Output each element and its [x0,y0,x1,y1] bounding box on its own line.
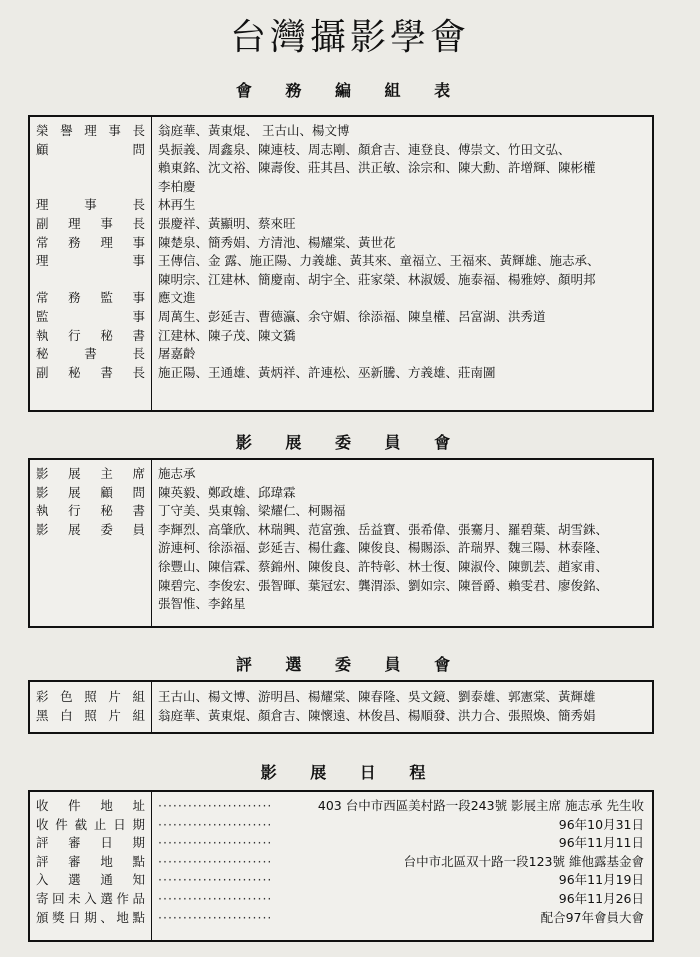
org-row-label: 顧 問 [36,141,145,157]
schedule-value-text: 96年11月19日 [558,872,644,888]
leader-dots: ······················· [158,909,273,925]
judge-row-value: 翁庭華、黃東焜、顏倉吉、陳懷遠、林俊昌、楊順發、洪力合、張照煥、簡秀娟 [158,707,596,723]
org-row-value: 陳明宗、江建林、簡慶南、胡宇全、莊家榮、林淑媛、施泰福、楊雅婷、顏明邦 [158,271,596,287]
exhibit-row-label: 執行秘書 [36,503,145,519]
leader-dots: ······················· [158,835,273,851]
exhibit-row-value: 陳英毅、鄭政雄、邱瑋霖 [158,484,296,500]
schedule-values [152,792,652,940]
exhibit-values [152,460,652,626]
org-row-label: 理 事 [36,253,145,269]
org-row-value: 賴東銘、沈文裕、陳壽俊、莊其昌、洪正敏、涂宗和、陳大勳、許增輝、陳彬權 [158,160,596,176]
judge-table [28,680,654,734]
org-row-label: 常務監事 [36,290,145,306]
schedule-row-label: 評審日期 [36,835,145,851]
schedule-value-text: 96年11月26日 [558,890,644,906]
exhibit-row-value: 施志承 [158,466,196,481]
org-table [28,115,654,412]
judge-labels [30,682,152,732]
schedule-row-label: 收件地址 [36,798,145,813]
page-title: 台灣攝影學會 [229,17,470,58]
org-row-label: 副理事長 [36,215,145,231]
section-heading-exhibit: 影 展 委 員 會 [235,433,465,452]
org-row-label: 副秘書長 [36,364,145,380]
org-row-value: 江建林、陳子茂、陳文獢 [158,327,296,343]
judge-row-value: 王古山、楊文博、游明昌、楊耀棠、陳春隆、吳文鏡、劉泰雄、郭憲棠、黃輝雄 [158,689,596,704]
section-heading-org: 會 務 編 組 表 [235,81,465,100]
schedule-labels [30,792,152,940]
org-row-value: 林再生 [158,197,196,213]
org-row-label: 監 事 [36,308,145,324]
org-row-value: 張慶祥、黃顯明、蔡來旺 [158,215,296,231]
org-row-label: 榮譽理事長 [36,123,145,138]
exhibit-row-value: 游連柯、徐添福、彭延吉、楊仕鑫、陳俊良、楊賜添、許瑞界、魏三陽、林泰隆、 [158,540,609,556]
schedule-row-label: 寄回未入選作品 [36,890,145,906]
exhibit-labels [30,460,152,626]
judge-row-label: 黑白照片組 [36,707,145,723]
exhibit-row-value: 丁守美、吳東翰、梁耀仁、柯賜福 [158,503,346,519]
schedule-row-label: 評審地點 [36,853,145,869]
schedule-value-text: 403 台中市西區美村路一段243號 影展主席 施志承 先生收 [317,798,644,813]
schedule-row-value [158,853,648,872]
schedule-value-text: 台中市北區双十路一段123號 維他露基金會 [403,853,644,869]
exhibit-row-label [36,595,151,614]
exhibit-row-label: 影展主席 [36,466,145,481]
org-row-value: 李柏慶 [158,178,196,194]
exhibit-table [28,458,654,628]
org-row-value: 王傳信、金 露、施正陽、力義雄、黃其來、童福立、王福來、黃輝雄、施志承、 [158,253,600,269]
schedule-row-value [158,816,648,835]
exhibit-row-label: 影展顧問 [36,484,145,500]
leader-dots: ······················· [158,890,273,906]
org-row-label: 常務理事 [36,234,145,250]
org-row-label: 秘 書 長 [36,346,145,362]
org-row-value: 周萬生、彭延吉、曹德瀛、余守媚、徐添福、陳皇權、呂富湖、洪秀道 [158,308,546,324]
schedule-row-label: 頒獎日期、地點 [36,909,145,925]
leader-dots: ······················· [158,853,273,869]
exhibit-row-label [36,539,151,558]
leader-dots: ······················· [158,798,273,813]
leader-dots: ······················· [158,872,273,888]
org-row-value: 吳振義、周鑫泉、陳連枝、周志剛、顏倉吉、連登良、傅崇文、竹田文弘、 [158,141,571,157]
judge-row-label: 彩色照片組 [36,689,145,704]
org-row-value: 陳楚泉、簡秀娟、方清池、楊耀棠、黃世花 [158,234,396,250]
exhibit-row-label: 影展委員 [36,521,145,537]
schedule-row-value [158,797,648,816]
schedule-row-label: 收件截止日期 [36,816,145,832]
exhibit-row-value: 陳碧完、李俊宏、張智暉、葉冠宏、龔渭添、劉如宗、陳晉爵、賴雯君、廖俊銘、 [158,577,609,593]
org-row-label [36,178,151,197]
org-values [152,117,652,410]
exhibit-row-label [36,558,151,577]
schedule-row-value [158,871,648,890]
org-row-value: 屠嘉齡 [158,346,196,362]
exhibit-row-value: 李輝烈、高肇欣、林瑞興、范富強、岳益寶、張希偉、張騫月、羅碧葉、胡雪銖、 [158,521,609,537]
schedule-row-value [158,890,648,909]
org-row-label: 理 事 長 [36,197,145,213]
org-labels [30,117,152,410]
org-row-label [36,271,151,290]
section-heading-judge: 評 選 委 員 會 [235,655,465,674]
schedule-value-text: 96年11月11日 [558,835,644,851]
exhibit-row-label [36,577,151,596]
exhibit-row-value: 徐豐山、陳信霖、蔡錦州、陳俊良、許特彰、林士復、陳淑伶、陳凱芸、趙家甫、 [158,558,609,574]
schedule-row-value [158,834,648,853]
org-row-value: 應文進 [158,290,196,306]
section-heading-schedule: 影 展 日 程 [260,763,440,782]
org-row-label: 執行秘書 [36,327,145,343]
schedule-table [28,790,654,942]
org-row-value: 翁庭華、黃東焜、 王古山、楊文博 [158,123,350,138]
schedule-value-text: 96年10月31日 [558,816,644,832]
leader-dots: ······················· [158,816,273,832]
org-row-value: 施正陽、王通雄、黃炳祥、許連松、巫新騰、方義雄、莊南圖 [158,364,496,380]
schedule-value-text: 配合97年會員大會 [540,909,644,925]
judge-values [152,682,652,732]
schedule-row-label: 入選通知 [36,872,145,888]
exhibit-row-value: 張智惟、李銘星 [158,596,246,612]
org-row-label [36,159,151,178]
schedule-row-value [158,909,648,928]
